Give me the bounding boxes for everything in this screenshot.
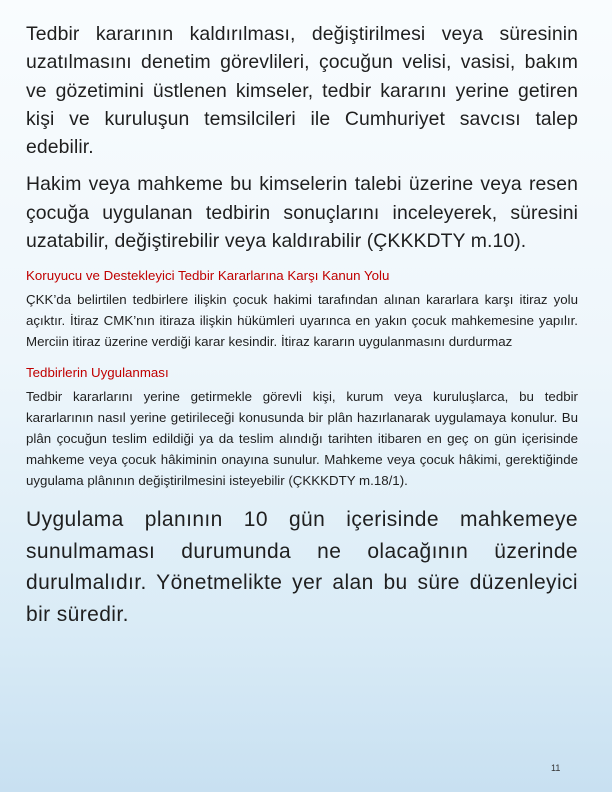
section-heading-appeal: Koruyucu ve Destekleyici Tedbir Kararlarına Karşı Kanun Yolu: [26, 268, 390, 284]
paragraph-plan-deadline: Uygulama planının 10 gün içerisinde mahkemeye sunulmaması durumunda ne olacağının üzerinde durulmalıdır. Yönetmelikte yer alan bu süre düzenleyici bir süredir.: [26, 508, 578, 626]
paragraph-judge-review: Hakim veya mahkeme bu kimselerin talebi üzerine veya resen çocuğa uygulanan tedbirin sonuçlarını inceleyerek, süresini uzatabilir, değiştirebilir veya kaldırabilir (ÇKKKDTY m.10).: [26, 173, 578, 253]
page-number: 11: [551, 763, 561, 773]
paragraph-appeal-route: ÇKK’da belirtilen tedbirlere ilişkin çocuk hakimi tarafından alınan kararlara karşı itiraz yolu açıktır. İtiraz CMK’nın itiraza ilişkin hükümleri uyarınca en yakın çocuk mahkemesine yapılır. Merciin itiraz üzerine verdiği karar kesindir. İtiraz kararın uygulanmasını durdurmaz: [26, 292, 578, 350]
section-heading-implementation: Tedbirlerin Uygulanması: [26, 365, 169, 381]
paragraph-implementation-plan: Tedbir kararlarını yerine getirmekle görevli kişi, kurum veya kuruluşlarca, bu tedbir kararlarının nasıl yerine getirileceği konusunda bir plân hazırlanarak uygulamaya konulur. Bu plân çocuğun teslim edildiği ya da teslim alındığı tarihten itibaren en geç on gün içerisinde mahkeme veya çocuk hâkiminin onayına sunulur. Mahkeme veya çocuk hâkimi, gerektiğinde uygulama plânının değiştirilmesini isteyebilir (ÇKKKDTY m.18/1).: [26, 389, 578, 489]
paragraph-measure-request: Tedbir kararının kaldırılması, değiştirilmesi veya süresinin uzatılmasını denetim görevlileri, çocuğun velisi, vasisi, bakım ve gözetimini üstlenen kimseler, tedbir kararını yerine getiren kişi ve kuruluşun temsilcileri ile Cumhuriyet savcısı talep edebilir.: [26, 23, 578, 159]
page-content: [26, 20, 578, 630]
